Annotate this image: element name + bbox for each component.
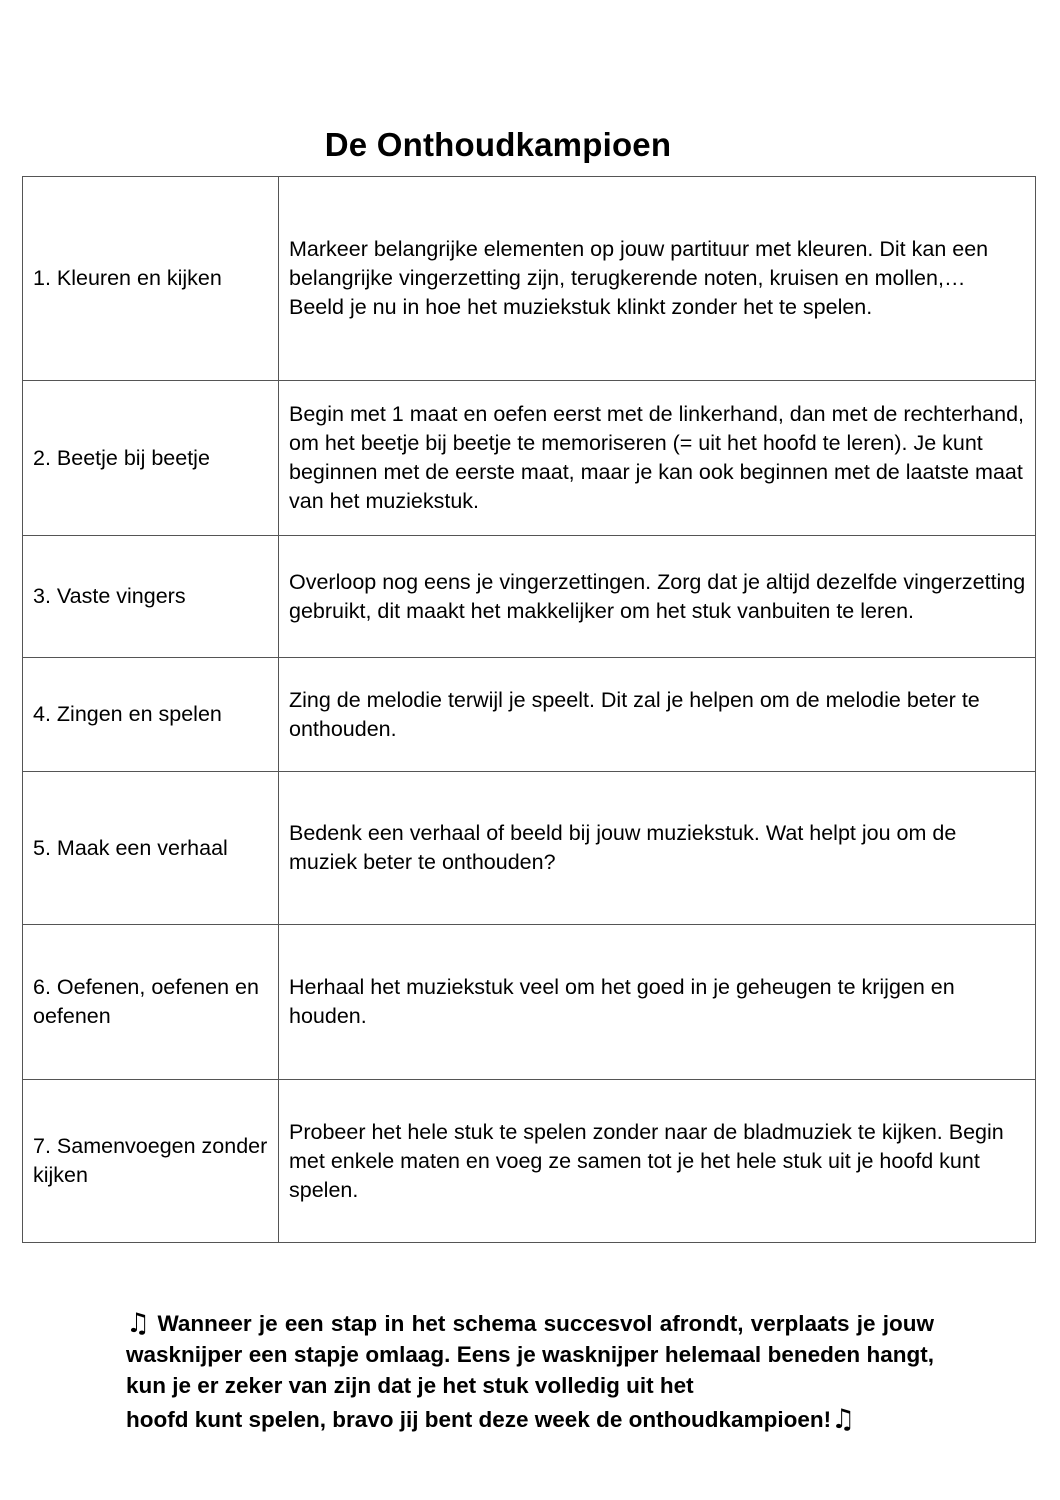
- table-row: [23, 381, 1036, 536]
- footer-text-end: hoofd kunt spelen, bravo jij bent deze week de onthoudkampioen!: [126, 1407, 832, 1432]
- step-description: [279, 1080, 1036, 1243]
- music-note-icon: ♫: [831, 1404, 856, 1435]
- step-label: 3. Vaste vingers: [23, 536, 279, 658]
- tips-table: [22, 176, 1036, 1243]
- description-line: Beeld je nu in hoe het muziekstuk klinkt zonder het te spelen.: [289, 295, 873, 319]
- table-row: [23, 772, 1036, 925]
- description-line: Markeer belangrijke elementen op jouw partituur met kleuren. Dit kan een belangrijke vingerzetting zijn, terugkerende noten, kruisen en mollen,…: [289, 237, 995, 290]
- step-description: [279, 381, 1036, 536]
- music-note-icon: ♫: [126, 1308, 151, 1339]
- description-line: Herhaal het muziekstuk veel om het goed in je geheugen te krijgen en houden.: [289, 975, 961, 1028]
- table-row: [23, 925, 1036, 1080]
- step-label: 5. Maak een verhaal: [23, 772, 279, 925]
- step-label: 1. Kleuren en kijken: [23, 177, 279, 381]
- step-description: [279, 658, 1036, 772]
- footer-last-line: [126, 1404, 934, 1435]
- step-description: [279, 772, 1036, 925]
- description-line: Bedenk een verhaal of beeld bij jouw muziekstuk. Wat helpt jou om de muziek beter te onthouden?: [289, 821, 963, 874]
- description-line: Overloop nog eens je vingerzettingen. Zorg dat je altijd dezelfde vingerzetting gebruikt, dit maakt het makkelijker om het stuk vanbuiten te leren.: [289, 569, 1032, 623]
- step-description: [279, 177, 1036, 381]
- step-description: [279, 925, 1036, 1080]
- step-label: 2. Beetje bij beetje: [23, 381, 279, 536]
- step-label: 4. Zingen en spelen: [23, 658, 279, 772]
- footer-note: [126, 1308, 934, 1435]
- table-row: [23, 1080, 1036, 1243]
- page-title: De Onthoudkampioen: [324, 126, 672, 163]
- step-label: 6. Oefenen, oefenen en oefenen: [23, 925, 279, 1080]
- description-line: Zing de melodie terwijl je speelt. Dit zal je helpen om de melodie beter te onthouden.: [289, 687, 986, 741]
- description-line: Probeer het hele stuk te spelen zonder naar de bladmuziek te kijken. Begin met enkele maten en voeg ze samen tot je het hele stuk uit je hoofd kunt spelen.: [289, 1119, 1010, 1202]
- table-row: [23, 536, 1036, 658]
- table-row: [23, 658, 1036, 772]
- footer-text: Wanneer je een stap in het schema succesvol afrondt, verplaats je jouw wasknijper een stapje omlaag. Eens je wasknijper helemaal beneden hangt, kun je er zeker van zijn dat je het stuk volledig uit het: [126, 1311, 934, 1398]
- step-label: 7. Samenvoegen zonder kijken: [23, 1080, 279, 1243]
- step-description: [279, 536, 1036, 658]
- table-row: [23, 177, 1036, 381]
- description-line: Begin met 1 maat en oefen eerst met de linkerhand, dan met de rechterhand, om het beetje bij beetje te memoriseren (= uit het hoofd te leren). Je kunt beginnen met de eerste maat, maar je kan ook beginnen met de laatste maat van het muziekstuk.: [289, 402, 1031, 513]
